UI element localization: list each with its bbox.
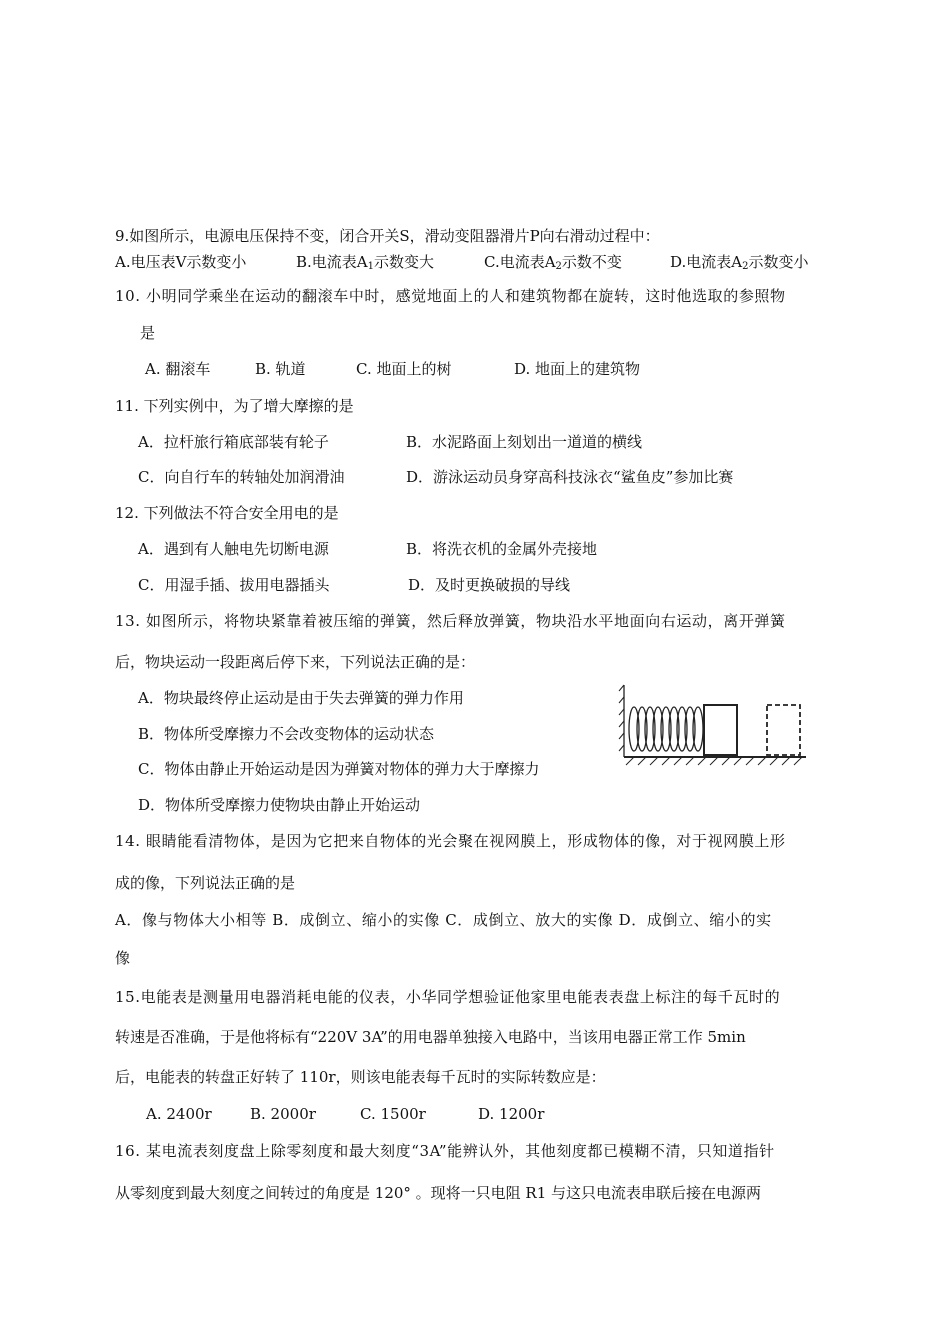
q13-stem-line2: 后，物块运动一段距离后停下来，下列说法正确的是： bbox=[115, 653, 476, 671]
spring-block-figure bbox=[618, 683, 808, 775]
q16-stem-line2: 从零刻度到最大刻度之间转过的角度是 120° 。现将一只电阻 R1 与这只电流表串联后接在电源两 bbox=[115, 1184, 762, 1202]
q16-stem-line1: 16. 某电流表刻度盘上除零刻度和最大刻度“3A”能辨认外，其他刻度都已模糊不清，只知道指针 bbox=[115, 1142, 775, 1160]
block-solid bbox=[704, 705, 737, 755]
q10-option-c: C. 地面上的树 bbox=[356, 360, 452, 378]
q15-option-c: C. 1500r bbox=[360, 1105, 426, 1123]
q12-option-b: B．将洗衣机的金属外壳接地 bbox=[406, 540, 598, 558]
q11-option-a: A．拉杆旅行箱底部装有轮子 bbox=[138, 433, 329, 451]
q13-option-c: C．物体由静止开始运动是因为弹簧对物体的弹力大于摩擦力 bbox=[138, 760, 540, 778]
q15-stem-line3: 后，电能表的转盘正好转了 110r，则该电能表每千瓦时的实际转数应是： bbox=[115, 1068, 606, 1086]
q11-option-c: C．向自行车的转轴处加润滑油 bbox=[138, 468, 345, 486]
q15-stem-line1: 15.电能表是测量用电器消耗电能的仪表，小华同学想验证他家里电能表表盘上标注的每千瓦时的 bbox=[115, 988, 781, 1006]
q11-option-b: B．水泥路面上刻划出一道道的横线 bbox=[406, 433, 643, 451]
q12-stem: 12. 下列做法不符合安全用电的是 bbox=[115, 504, 339, 522]
q13-option-d: D．物体所受摩擦力使物块由静止开始运动 bbox=[138, 796, 421, 814]
q11-option-d: D．游泳运动员身穿高科技泳衣“鲨鱼皮”参加比赛 bbox=[406, 468, 734, 486]
q12-option-d: D．及时更换破损的导线 bbox=[408, 576, 571, 594]
q9-option-a: A.电压表V示数变小 bbox=[115, 253, 247, 271]
q9-option-b: B.电流表$A_1$示数变大 bbox=[296, 253, 435, 272]
q14-stem-line1: 14. 眼睛能看清物体，是因为它把来自物体的光会聚在视网膜上，形成物体的像，对于视网膜上形 bbox=[115, 832, 786, 850]
q9-option-d: D.电流表$A_2$示数变小 bbox=[670, 253, 809, 272]
q15-option-b: B. 2000r bbox=[250, 1105, 316, 1123]
q10-stem-line1: 10. 小明同学乘坐在运动的翻滚车中时，感觉地面上的人和建筑物都在旋转，这时他选取的参照物 bbox=[115, 287, 786, 305]
q10-option-d: D. 地面上的建筑物 bbox=[514, 360, 641, 378]
q14-stem-line2: 成的像，下列说法正确的是 bbox=[115, 874, 296, 892]
q14-options-cont: 像 bbox=[115, 949, 131, 967]
q12-option-a: A．遇到有人触电先切断电源 bbox=[138, 540, 329, 558]
q12-option-c: C．用湿手插、拔用电器插头 bbox=[138, 576, 330, 594]
q13-option-a: A．物块最终停止运动是由于失去弹簧的弹力作用 bbox=[138, 689, 464, 707]
q9-option-c: C.电流表$A_2$示数不变 bbox=[484, 253, 622, 272]
q15-stem-line2: 转速是否准确，于是他将标有“220V 3A”的用电器单独接入电路中，当该用电器正常工作 5min bbox=[115, 1028, 746, 1046]
q9-stem: 9.如图所示，电源电压保持不变，闭合开关S，滑动变阻器滑片P向右滑动过程中： bbox=[115, 227, 660, 245]
block-dashed bbox=[767, 705, 800, 755]
q10-option-b: B. 轨道 bbox=[255, 360, 306, 378]
compressed-spring bbox=[629, 707, 703, 751]
q10-option-a: A. 翻滚车 bbox=[145, 360, 211, 378]
q15-option-d: D. 1200r bbox=[478, 1105, 545, 1123]
q15-option-a: A. 2400r bbox=[146, 1105, 212, 1123]
q14-options: A．像与物体大小相等 B．成倒立、缩小的实像 C．成倒立、放大的实像 D．成倒立、缩小的实 bbox=[115, 911, 772, 929]
q13-stem-line1: 13. 如图所示，将物块紧靠着被压缩的弹簧，然后释放弹簧，物块沿水平地面向右运动，离开弹簧 bbox=[115, 612, 786, 630]
q11-stem: 11. 下列实例中，为了增大摩擦的是 bbox=[115, 397, 354, 415]
q10-stem-line2: 是 bbox=[140, 324, 156, 342]
ground-hatch bbox=[626, 757, 802, 765]
wall-hatch bbox=[619, 685, 624, 751]
q13-option-b: B．物体所受摩擦力不会改变物体的运动状态 bbox=[138, 725, 435, 743]
